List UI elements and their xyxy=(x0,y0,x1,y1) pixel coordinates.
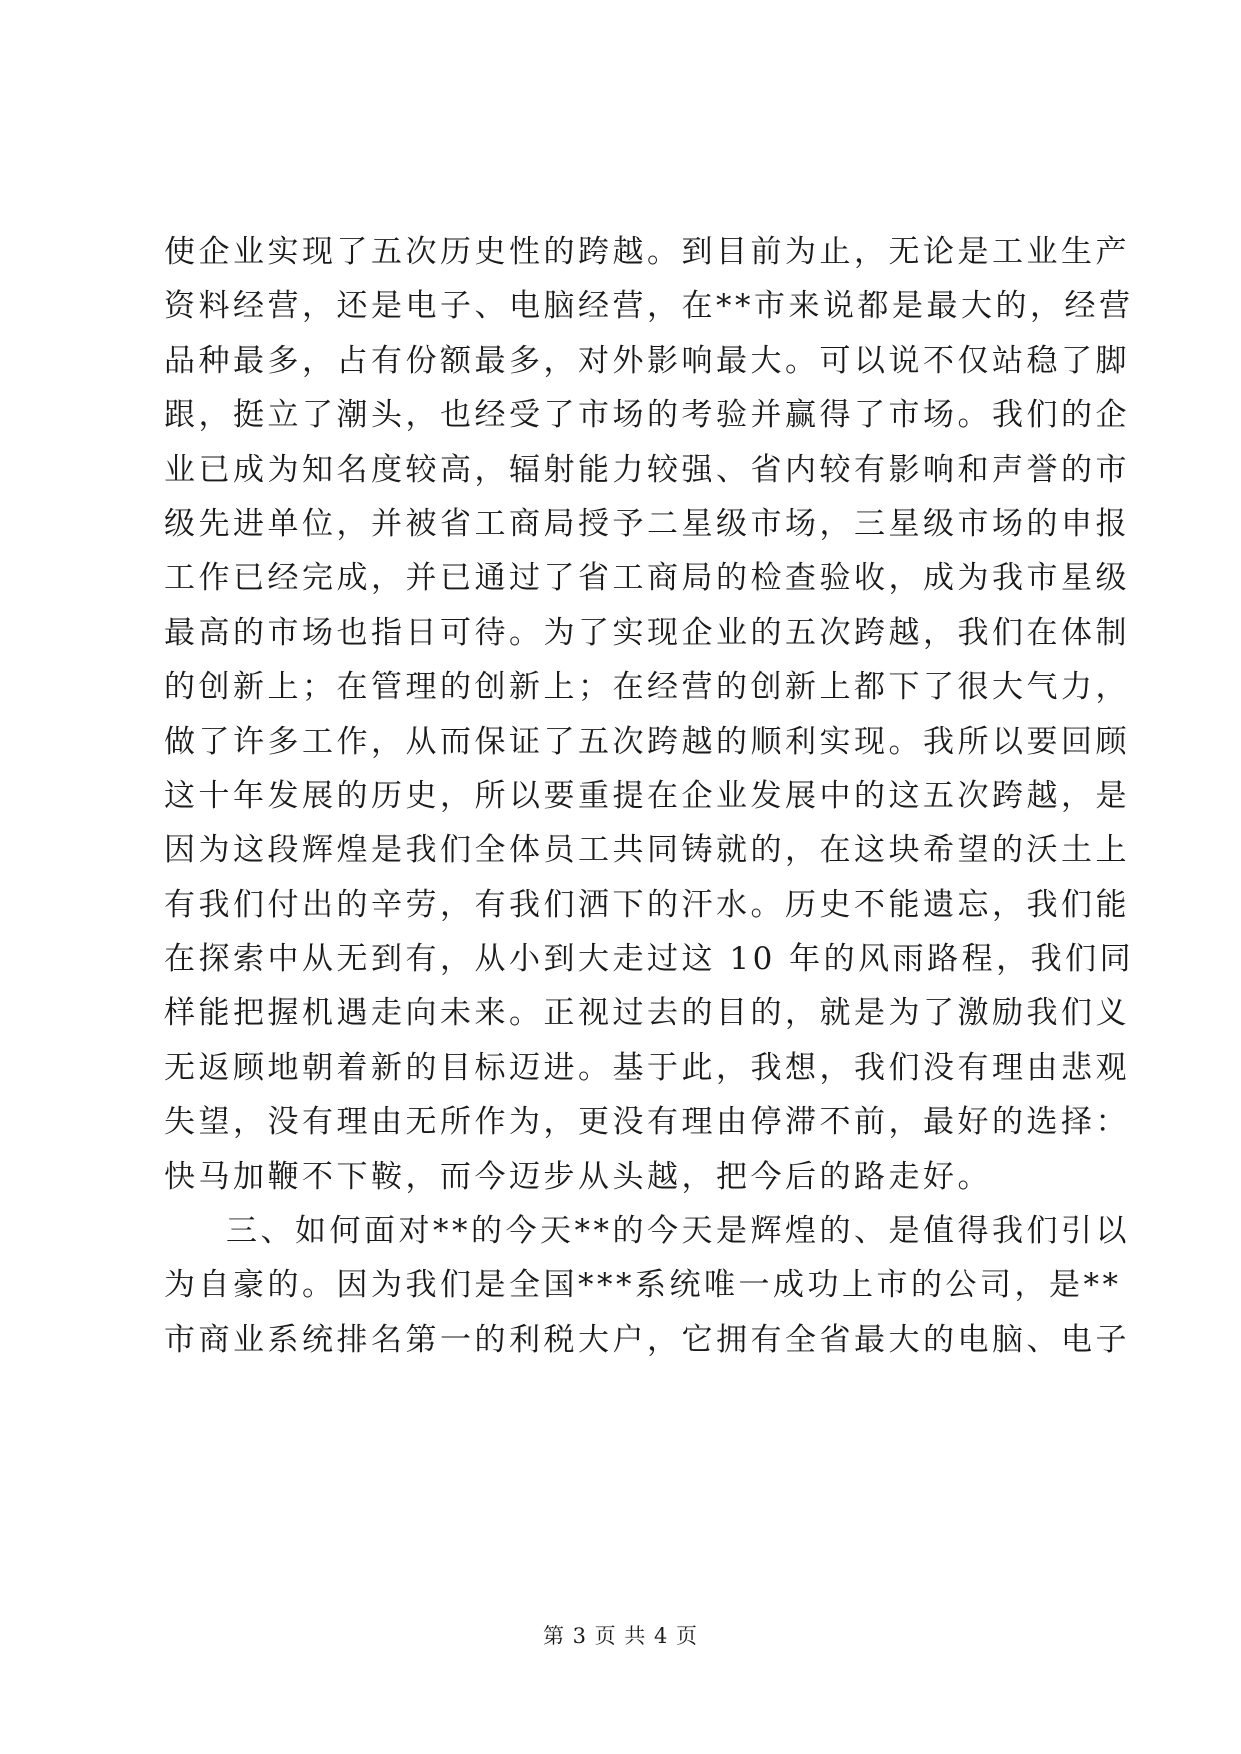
text-line: 无返顾地朝着新的目标迈进。基于此，我想，我们没有理由悲观 xyxy=(164,1049,1130,1086)
text-line: 这十年发展的历史，所以要重提在企业发展中的这五次跨越，是 xyxy=(164,777,1130,814)
paragraph-2 xyxy=(164,1204,1130,1367)
text-line: 的创新上；在管理的创新上；在经营的创新上都下了很大气力， xyxy=(164,669,1130,706)
text-line: 失望，没有理由无所作为，更没有理由停滞不前，最好的选择： xyxy=(164,1104,1130,1141)
paragraph-1 xyxy=(164,225,1135,1204)
text-line: 市商业系统排名第一的利税大户，它拥有全省最大的电脑、电子 xyxy=(164,1321,1130,1358)
text-line: 级先进单位，并被省工商局授予二星级市场，三星级市场的申报 xyxy=(164,505,1130,542)
text-line: 资料经营，还是电子、电脑经营，在**市来说都是最大的，经营 xyxy=(164,288,1134,325)
text-line: 品种最多，占有份额最多，对外影响最大。可以说不仅站稳了脚 xyxy=(164,342,1130,379)
text-line: 为自豪的。因为我们是全国***系统唯一成功上市的公司，是** xyxy=(164,1267,1122,1304)
body-text xyxy=(164,225,1135,1367)
text-line: 使企业实现了五次历史性的跨越。到目前为止，无论是工业生产 xyxy=(164,234,1130,270)
page-number-footer: 第 3 页 共 4 页 xyxy=(542,1624,699,1648)
text-line: 快马加鞭不下鞍，而今迈步从头越，把今后的路走好。 xyxy=(164,1158,992,1195)
text-line: 因为这段辉煌是我们全体员工共同铸就的，在这块希望的沃土上 xyxy=(164,832,1130,869)
text-line: 最高的市场也指日可待。为了实现企业的五次跨越，我们在体制 xyxy=(164,614,1130,651)
text-line: 在探索中从无到有，从小到大走过这 10 年的风雨路程，我们同 xyxy=(164,941,1135,978)
text-line: 做了许多工作，从而保证了五次跨越的顺利实现。我所以要回顾 xyxy=(164,723,1130,760)
text-line: 工作已经完成，并已通过了省工商局的检查验收，成为我市星级 xyxy=(164,560,1130,597)
text-line: 有我们付出的辛劳，有我们洒下的汗水。历史不能遗忘，我们能 xyxy=(164,886,1130,923)
text-line: 业已成为知名度较高，辐射能力较强、省内较有影响和声誉的市 xyxy=(164,451,1130,488)
text-line: 三、如何面对**的今天**的今天是辉煌的、是值得我们引以 xyxy=(226,1213,1130,1250)
text-line: 样能把握机遇走向未来。正视过去的目的，就是为了激励我们义 xyxy=(164,995,1130,1032)
text-line: 跟，挺立了潮头，也经受了市场的考验并赢得了市场。我们的企 xyxy=(164,397,1130,434)
